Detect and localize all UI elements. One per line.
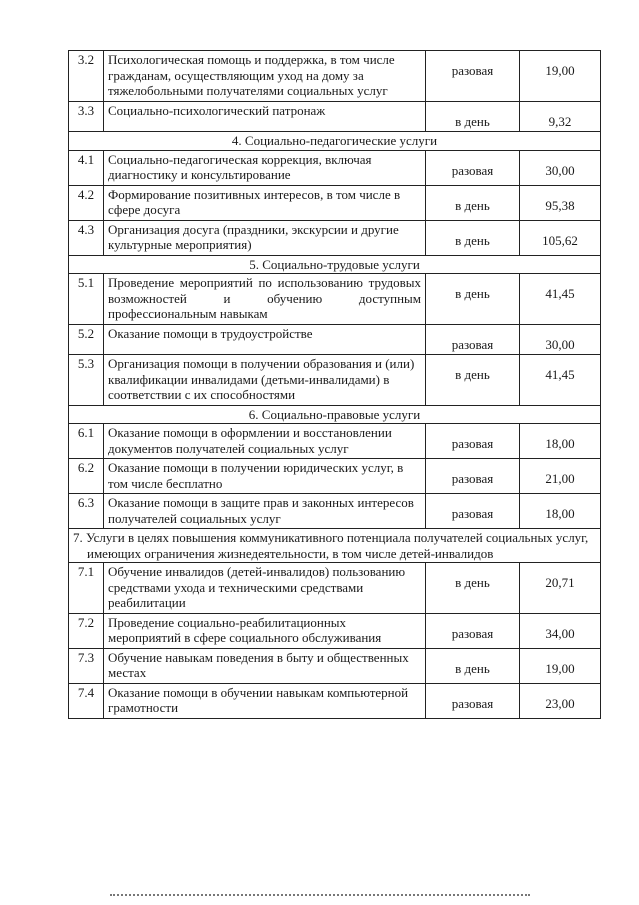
service-name: Формирование позитивных интересов, в том числе в сфере досуга — [104, 185, 426, 220]
service-row — [69, 563, 601, 614]
service-row — [69, 220, 601, 255]
service-number: 5.2 — [69, 324, 104, 355]
service-name: Оказание помощи в оформлении и восстановлении документов получателей социальных услуг — [104, 424, 426, 459]
service-name: Организация досуга (праздники, экскурсии и другие культурные мероприятия) — [104, 220, 426, 255]
section-header-row — [69, 255, 601, 274]
service-number: 4.1 — [69, 150, 104, 185]
service-name: Обучение инвалидов (детей-инвалидов) пользованию средствами ухода и техническими средствами реабилитации — [104, 563, 426, 614]
service-price: 30,00 — [520, 324, 601, 355]
service-row — [69, 683, 601, 718]
service-price: 18,00 — [520, 424, 601, 459]
service-price: 34,00 — [520, 613, 601, 648]
service-unit: в день — [426, 220, 520, 255]
service-unit: в день — [426, 648, 520, 683]
service-unit: разовая — [426, 51, 520, 102]
service-unit: разовая — [426, 150, 520, 185]
service-number: 7.1 — [69, 563, 104, 614]
section-header-row — [69, 132, 601, 151]
services-table — [68, 50, 601, 719]
service-name: Оказание помощи в трудоустройстве — [104, 324, 426, 355]
service-number: 7.2 — [69, 613, 104, 648]
services-table-body — [69, 51, 601, 719]
service-number: 4.2 — [69, 185, 104, 220]
service-price: 19,00 — [520, 51, 601, 102]
service-number: 7.3 — [69, 648, 104, 683]
service-row — [69, 648, 601, 683]
section-title: 4. Социально-педагогические услуги — [69, 132, 601, 151]
service-unit: разовая — [426, 324, 520, 355]
service-name: Психологическая помощь и поддержка, в том числе гражданам, осуществляющим уход на дому за тяжелобольными получателями социальных услуг — [104, 51, 426, 102]
service-name: Проведение мероприятий по использованию трудовых возможностей и обучению доступным профессиональным навыкам — [104, 274, 426, 325]
section-title: 7. Услуги в целях повышения коммуникативного потенциала получателей социальных услуг, имеющих ограничения жизнедеятельности, в том числе детей-инвалидов — [69, 529, 601, 563]
service-price: 18,00 — [520, 494, 601, 529]
service-price: 23,00 — [520, 683, 601, 718]
service-price: 19,00 — [520, 648, 601, 683]
section-title: 5. Социально-трудовые услуги — [69, 255, 601, 274]
service-unit: в день — [426, 355, 520, 406]
service-price: 21,00 — [520, 459, 601, 494]
service-number: 7.4 — [69, 683, 104, 718]
service-name: Организация помощи в получении образования и (или) квалификации инвалидами (детьми-инвалидами) в соответствии с их способностями — [104, 355, 426, 406]
service-row — [69, 613, 601, 648]
service-name: Социально-психологический патронаж — [104, 101, 426, 132]
service-number: 4.3 — [69, 220, 104, 255]
section-header-row — [69, 529, 601, 563]
service-unit: в день — [426, 274, 520, 325]
service-unit: разовая — [426, 683, 520, 718]
service-unit: в день — [426, 185, 520, 220]
service-name: Оказание помощи в получении юридических услуг, в том числе бесплатно — [104, 459, 426, 494]
service-number: 3.2 — [69, 51, 104, 102]
service-row — [69, 51, 601, 102]
service-row — [69, 355, 601, 406]
service-price: 41,45 — [520, 355, 601, 406]
service-price: 30,00 — [520, 150, 601, 185]
service-name: Оказание помощи в защите прав и законных интересов получателей социальных услуг — [104, 494, 426, 529]
service-number: 3.3 — [69, 101, 104, 132]
service-name: Обучение навыкам поведения в быту и общественных местах — [104, 648, 426, 683]
service-row — [69, 185, 601, 220]
service-name: Проведение социально-реабилитационных мероприятий в сфере социального обслуживания — [104, 613, 426, 648]
service-price: 20,71 — [520, 563, 601, 614]
service-unit: разовая — [426, 424, 520, 459]
service-number: 6.1 — [69, 424, 104, 459]
service-row — [69, 150, 601, 185]
service-unit: разовая — [426, 494, 520, 529]
service-number: 5.1 — [69, 274, 104, 325]
service-price: 95,38 — [520, 185, 601, 220]
service-unit: разовая — [426, 613, 520, 648]
service-unit: разовая — [426, 459, 520, 494]
service-row — [69, 459, 601, 494]
service-price: 105,62 — [520, 220, 601, 255]
service-row — [69, 101, 601, 132]
service-row — [69, 324, 601, 355]
section-title: 6. Социально-правовые услуги — [69, 405, 601, 424]
service-price: 41,45 — [520, 274, 601, 325]
service-number: 6.2 — [69, 459, 104, 494]
service-row — [69, 494, 601, 529]
service-price: 9,32 — [520, 101, 601, 132]
service-name: Оказание помощи в обучении навыкам компьютерной грамотности — [104, 683, 426, 718]
service-number: 6.3 — [69, 494, 104, 529]
service-row — [69, 274, 601, 325]
section-header-row — [69, 405, 601, 424]
service-unit: в день — [426, 101, 520, 132]
service-name: Социально-педагогическая коррекция, включая диагностику и консультирование — [104, 150, 426, 185]
service-number: 5.3 — [69, 355, 104, 406]
page-bottom-divider — [110, 894, 530, 896]
service-unit: в день — [426, 563, 520, 614]
service-row — [69, 424, 601, 459]
